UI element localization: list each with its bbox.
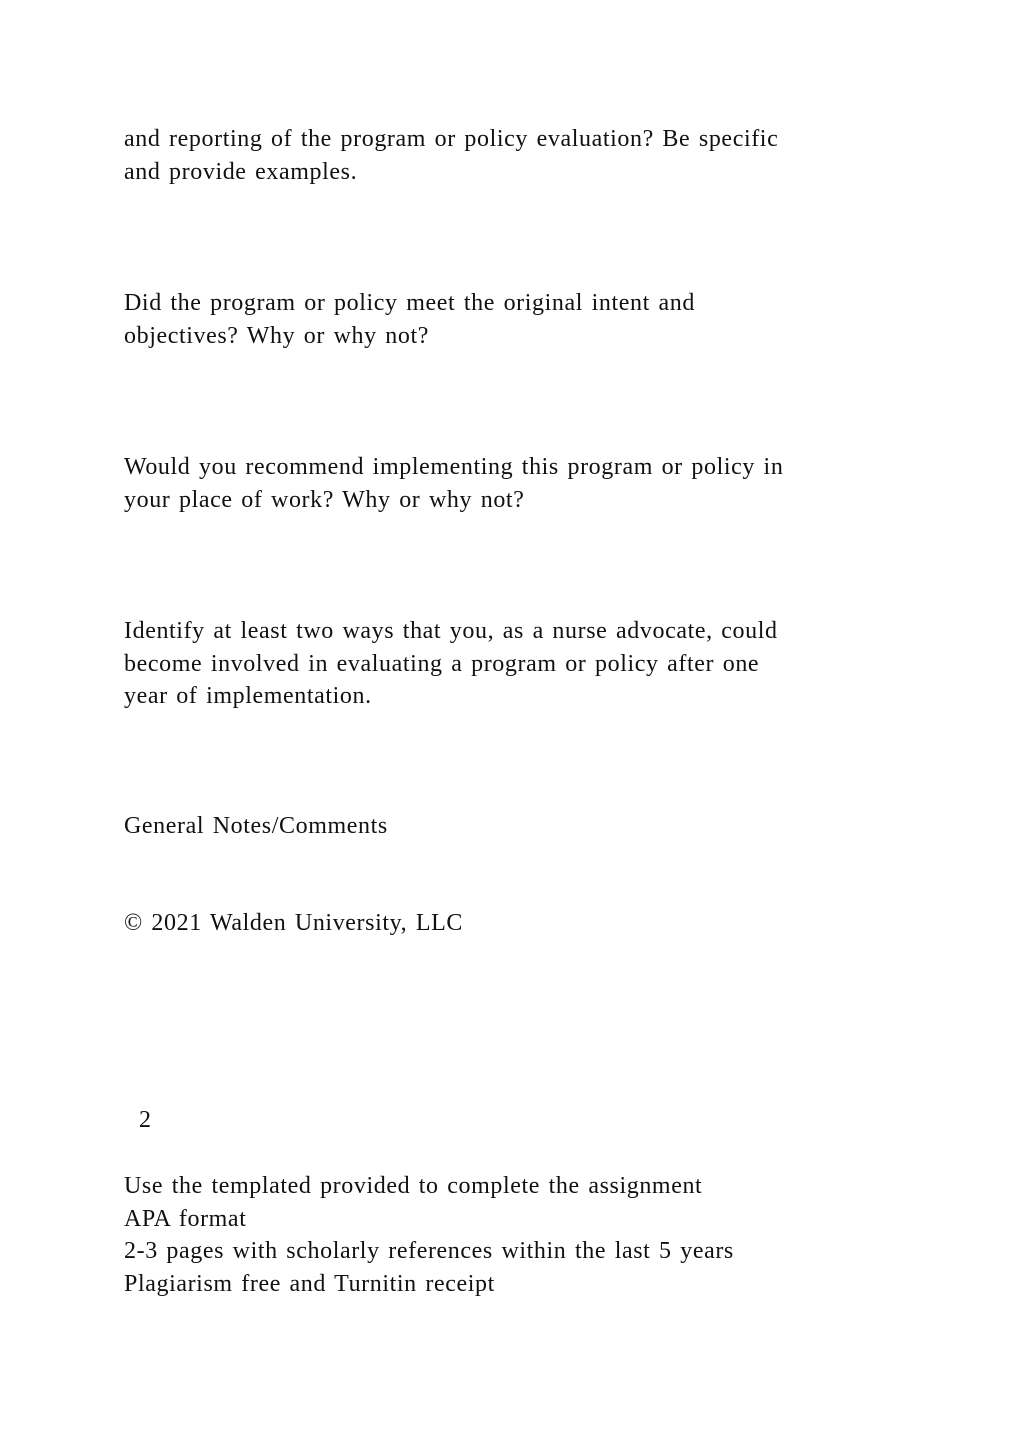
text-line: Did the program or policy meet the original intent and (124, 290, 695, 316)
question-paragraph-advocate (124, 615, 904, 713)
instruction-line: Plagiarism free and Turnitin receipt (124, 1270, 495, 1297)
page-number (139, 1104, 919, 1137)
text-line: year of implementation. (124, 683, 372, 709)
instruction-line: Use the templated provided to complete the assignment (124, 1173, 703, 1199)
text-line: objectives? Why or why not? (124, 322, 430, 349)
text-line: Identify at least two ways that you, as a nurse advocate, could (124, 618, 778, 644)
question-paragraph-intent (124, 287, 904, 352)
question-paragraph-reporting (124, 123, 904, 188)
assignment-instructions (124, 1170, 904, 1300)
page-number-text: 2 (139, 1107, 152, 1133)
instruction-line: APA format (124, 1205, 247, 1232)
heading-text: General Notes/Comments (124, 813, 388, 839)
text-line: and provide examples. (124, 158, 358, 185)
text-line: and reporting of the program or policy evaluation? Be specific (124, 126, 779, 152)
text-line: your place of work? Why or why not? (124, 486, 525, 513)
text-line: Would you recommend implementing this program or policy in (124, 454, 784, 480)
copyright-text: © 2021 Walden University, LLC (124, 910, 463, 936)
instruction-line: 2-3 pages with scholarly references within the last 5 years (124, 1238, 734, 1264)
text-line: become involved in evaluating a program or policy after one (124, 650, 760, 677)
question-paragraph-recommend (124, 451, 904, 516)
section-heading (124, 810, 904, 843)
copyright-notice (124, 907, 904, 940)
